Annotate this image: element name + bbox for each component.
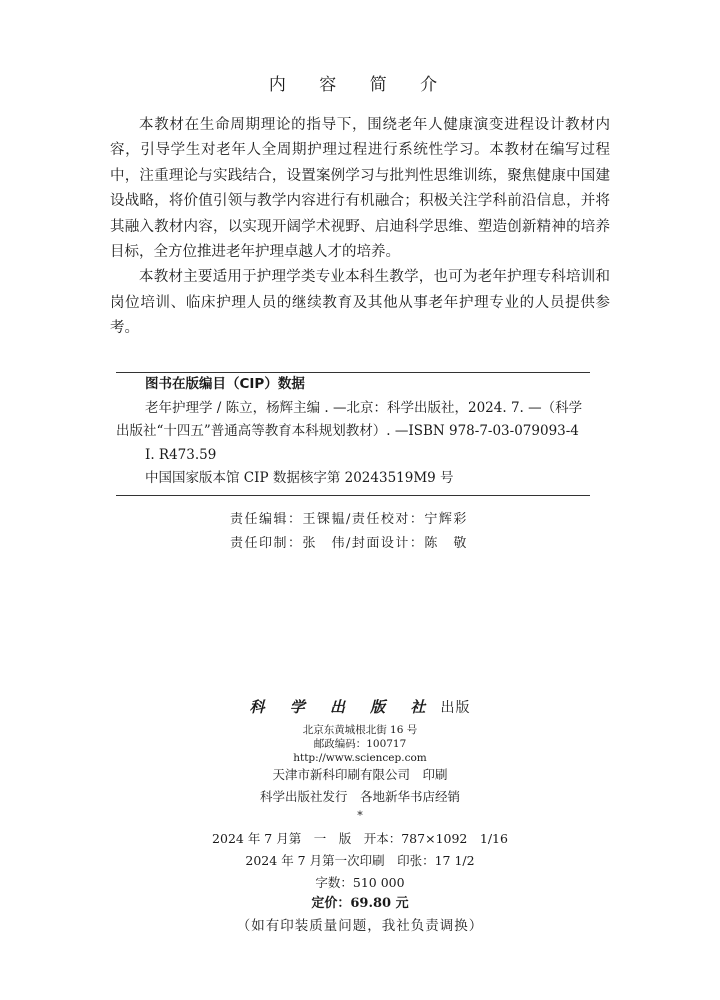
printer-line: 天津市新科印刷有限公司 印刷 xyxy=(272,767,448,782)
cip-block xyxy=(116,373,590,491)
cip-heading: 图书在版编目（CIP）数据 xyxy=(145,376,305,392)
publisher-website: http://www.sciencep.com xyxy=(293,752,427,764)
editor-credits xyxy=(230,508,590,556)
publisher-suffix: 出版 xyxy=(440,700,471,716)
publisher-name: 科 学 出 版 社 xyxy=(249,698,436,716)
cip-line-4: 中国国家版本馆 CIP 数据核字第 20243519M9 号 xyxy=(145,470,454,486)
summary-paragraph-2: 本教材主要适用于护理学类专业本科生教学，也可为老年护理专科培训和岗位培训、临床护理人员的继续教育及其他从事老年护理专业的人员提供参考。 xyxy=(110,269,610,337)
wordcount-line: 字数：510 000 xyxy=(315,875,405,890)
editor-credit-line-1: 责任编辑：王锞韫/责任校对：宁辉彩 xyxy=(230,512,468,527)
summary-paragraph-1: 本教材在生命周期理论的指导下，围绕老年人健康演变进程设计教材内容，引导学生对老年人全周期护理过程进行系统性学习。本教材在编写过程中，注重理论与实践结合，设置案例学习与批判性思维训练，聚焦健康中国建设战略，将价值引领与教学内容进行有机融合；积极关注学科前沿信息，并将其融入教材内容，以实现开阔学术视野、启迪科学思维、塑造创新精神的培养目标，全方位推进老年护理卓越人才的培养。 xyxy=(110,117,610,261)
cip-line-3: Ⅰ. R473.59 xyxy=(145,446,217,463)
quality-notice: （如有印装质量问题，我社负责调换） xyxy=(236,918,484,934)
separator-star: * xyxy=(357,809,363,822)
printing-line: 2024 年 7 月第一次印刷 印张：17 1/2 xyxy=(245,853,475,868)
book-summary xyxy=(110,113,610,342)
cip-line-2: 出版社“十四五”普通高等教育本科规划教材）. —ISBN 978-7-03-079093-4 xyxy=(116,423,579,439)
publisher-address: 北京东黄城根北街 16 号 xyxy=(302,724,418,736)
edition-line: 2024 年 7 月第 一 版 开本：787×1092 1/16 xyxy=(212,831,508,846)
publisher-postcode: 邮政编码：100717 xyxy=(313,738,407,750)
publisher-line xyxy=(0,696,720,717)
editor-credit-line-2: 责任印制：张 伟/封面设计：陈 敬 xyxy=(230,536,468,551)
cip-line-1: 老年护理学 / 陈立，杨辉主编 . —北京：科学出版社，2024. 7. —（科学 xyxy=(145,399,583,416)
distribution-line: 科学出版社发行 各地新华书店经销 xyxy=(259,789,460,804)
price-line: 定价：69.80 元 xyxy=(311,896,409,911)
cip-bottom-rule xyxy=(116,495,590,496)
page-title: 内 容 简 介 xyxy=(268,75,452,95)
